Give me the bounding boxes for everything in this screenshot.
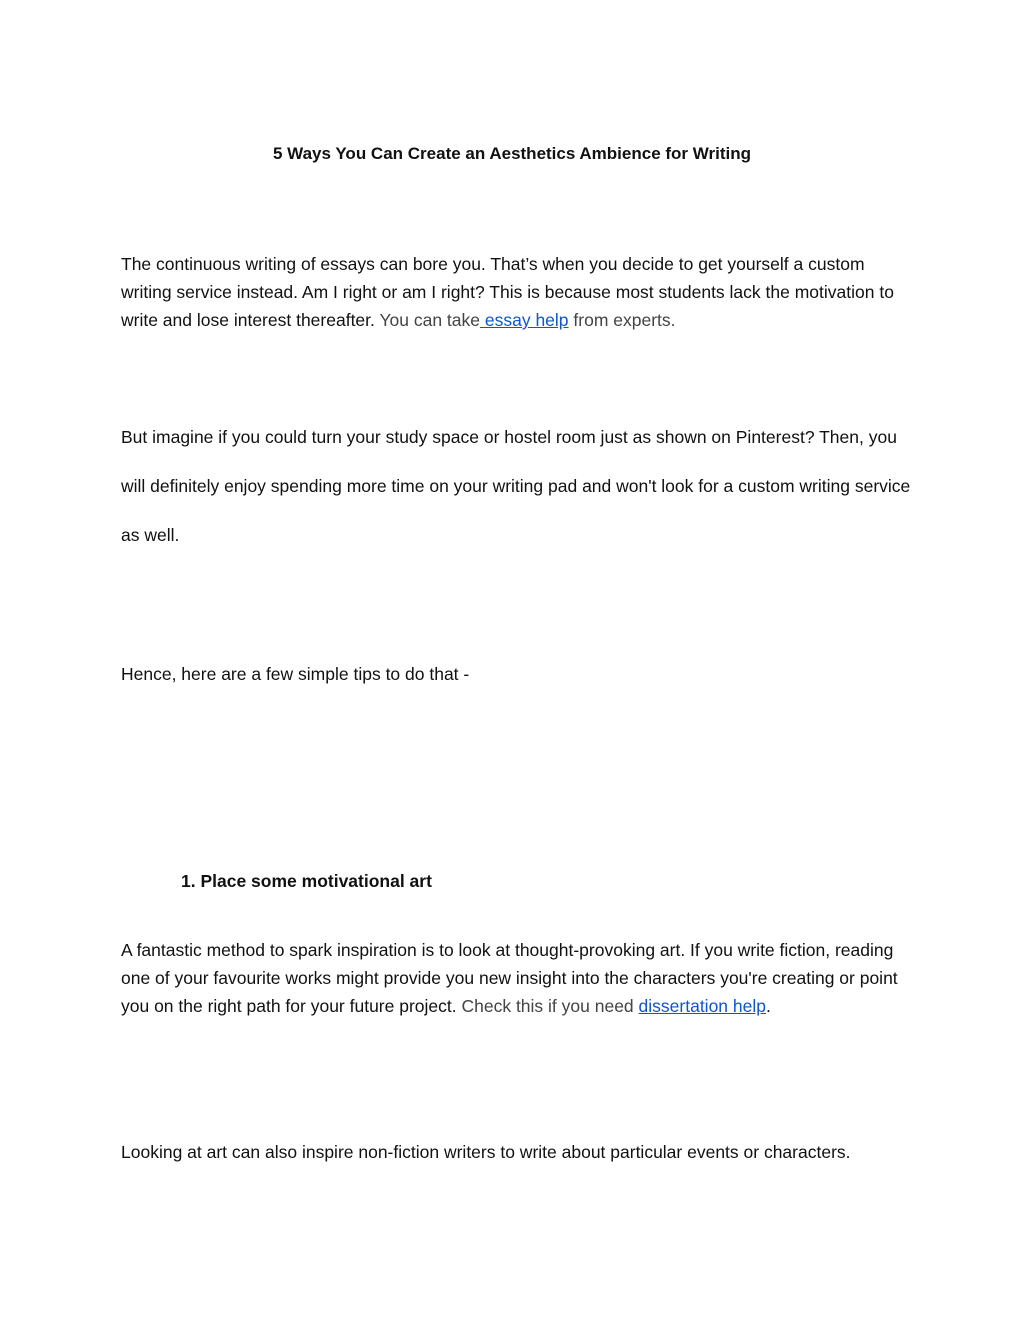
pinterest-paragraph: But imagine if you could turn your study space or hostel room just as shown on Pinterest? Then, you will definitely enjoy spending more time on your writing pad and won't look for a custom writing service as well. — [121, 427, 911, 545]
art-paragraph — [121, 936, 911, 1020]
section-heading-motivational-art: 1. Place some motivational art — [181, 871, 432, 891]
document-title: 5 Ways You Can Create an Aesthetics Ambience for Writing — [272, 144, 751, 163]
intro-muted-tail: from experts. — [568, 310, 676, 330]
essay-help-link[interactable]: essay help — [480, 310, 569, 330]
tips-intro-paragraph: Hence, here are a few simple tips to do that - — [121, 664, 470, 684]
intro-paragraph — [121, 250, 911, 334]
non-fiction-paragraph: Looking at art can also inspire non-fiction writers to write about particular events or characters. — [121, 1142, 851, 1162]
art-tail: . — [766, 996, 771, 1016]
art-muted-text: Check this if you need — [461, 996, 634, 1016]
dissertation-help-link[interactable]: dissertation help — [638, 996, 766, 1016]
intro-text: The continuous writing of essays can bore you. That’s when you decide to get yourself a custom writing service instead. Am I right or am I right? This is because most students lack the motivation to write and lose interest thereafter. — [121, 254, 894, 330]
art-text: A fantastic method to spark inspiration is to look at thought-provoking art. If you write fiction, reading one of your favourite works might provide you new insight into the characters you're creating or point you on the right path for your future project. — [121, 940, 898, 1016]
intro-muted-lead: You can take — [379, 310, 480, 330]
